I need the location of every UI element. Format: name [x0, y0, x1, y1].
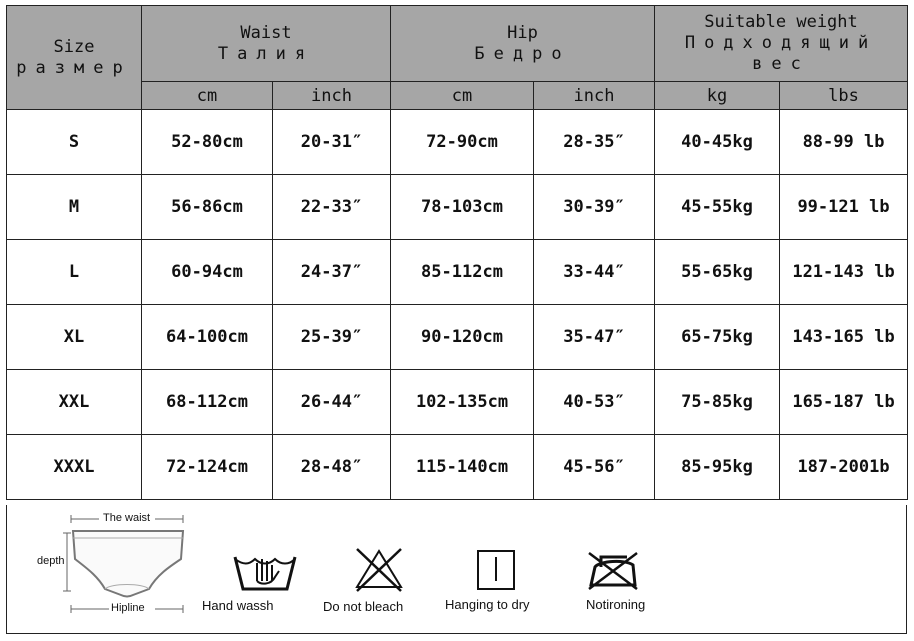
waist-cm-cell: 64-100cm [142, 305, 273, 370]
hip-inch-cell: 33-44″ [534, 240, 655, 305]
unit-cell: cm [142, 82, 273, 110]
table-header-row [7, 6, 908, 82]
table-row [7, 370, 908, 435]
waist-inch-cell: 24-37″ [273, 240, 391, 305]
table-row [7, 305, 908, 370]
size-cell: L [7, 240, 142, 305]
waist-inch-cell: 28-48″ [273, 435, 391, 500]
waist-cm-cell: 68-112cm [142, 370, 273, 435]
hip-header-label: Hip [507, 22, 538, 43]
weight-lbs-cell: 99-121 lb [780, 175, 908, 240]
table-row [7, 435, 908, 500]
unit-cell: inch [534, 82, 655, 110]
hip-header [391, 6, 655, 82]
hip-inch-cell: 40-53″ [534, 370, 655, 435]
hang-dry-icon [476, 549, 516, 591]
hip-inch-cell: 45-56″ [534, 435, 655, 500]
weight-lbs-cell: 143-165 lb [780, 305, 908, 370]
weight-kg-cell: 85-95kg [655, 435, 780, 500]
no-bleach-label: Do not bleach [323, 599, 404, 614]
waist-cm-cell: 52-80cm [142, 110, 273, 175]
size-table [6, 5, 908, 500]
size-cell: XL [7, 305, 142, 370]
no-iron-label: Notironing [586, 597, 646, 612]
hip-cm-cell: 85-112cm [391, 240, 534, 305]
size-header-label: Size [53, 36, 95, 57]
care-panel [6, 505, 907, 634]
waist-measure-label: The waist [103, 512, 151, 524]
weight-lbs-cell: 121-143 lb [780, 240, 908, 305]
waist-cm-cell: 56-86cm [142, 175, 273, 240]
hand-wash-icon [231, 545, 301, 595]
hip-inch-cell: 28-35″ [534, 110, 655, 175]
unit-cell: lbs [780, 82, 908, 110]
hip-cm-cell: 72-90cm [391, 110, 534, 175]
weight-lbs-cell: 187-2001b [780, 435, 908, 500]
size-header [7, 6, 142, 110]
hip-inch-cell: 35-47″ [534, 305, 655, 370]
size-cell: M [7, 175, 142, 240]
weight-lbs-cell: 165-187 lb [780, 370, 908, 435]
no-iron-icon [585, 549, 641, 591]
depth-measure-label: depth [37, 555, 65, 567]
waist-header-label-ru: Талия [217, 43, 315, 64]
garment-diagram [37, 511, 197, 623]
weight-kg-cell: 55-65kg [655, 240, 780, 305]
hang-dry-label: Hanging to dry [445, 597, 530, 612]
unit-cell: cm [391, 82, 534, 110]
waist-cm-cell: 72-124cm [142, 435, 273, 500]
size-cell: XXXL [7, 435, 142, 500]
waist-header [142, 6, 391, 82]
waist-inch-cell: 22-33″ [273, 175, 391, 240]
hip-cm-cell: 78-103cm [391, 175, 534, 240]
waist-cm-cell: 60-94cm [142, 240, 273, 305]
size-cell: XXL [7, 370, 142, 435]
units-row [7, 82, 908, 110]
waist-inch-cell: 20-31″ [273, 110, 391, 175]
waist-inch-cell: 25-39″ [273, 305, 391, 370]
no-bleach-icon [353, 545, 405, 593]
weight-header-label-ru: Подходящий вес [684, 33, 878, 74]
hand-wash-label: Hand wassh [202, 598, 274, 613]
table-row [7, 175, 908, 240]
size-cell: S [7, 110, 142, 175]
weight-header-label: Suitable weight [704, 12, 858, 32]
hip-cm-cell: 102-135cm [391, 370, 534, 435]
weight-kg-cell: 45-55kg [655, 175, 780, 240]
hip-cm-cell: 90-120cm [391, 305, 534, 370]
weight-kg-cell: 65-75kg [655, 305, 780, 370]
weight-kg-cell: 75-85kg [655, 370, 780, 435]
waist-header-label: Waist [240, 22, 292, 43]
hip-header-label-ru: Бедро [474, 43, 571, 64]
size-chart [6, 5, 907, 635]
table-row [7, 110, 908, 175]
unit-cell: kg [655, 82, 780, 110]
weight-header [655, 6, 908, 82]
waist-inch-cell: 26-44″ [273, 370, 391, 435]
hip-inch-cell: 30-39″ [534, 175, 655, 240]
size-header-label-ru: размер [16, 57, 132, 78]
hip-cm-cell: 115-140cm [391, 435, 534, 500]
weight-kg-cell: 40-45kg [655, 110, 780, 175]
weight-lbs-cell: 88-99 lb [780, 110, 908, 175]
table-row [7, 240, 908, 305]
unit-cell: inch [273, 82, 391, 110]
hipline-measure-label: Hipline [111, 602, 145, 614]
